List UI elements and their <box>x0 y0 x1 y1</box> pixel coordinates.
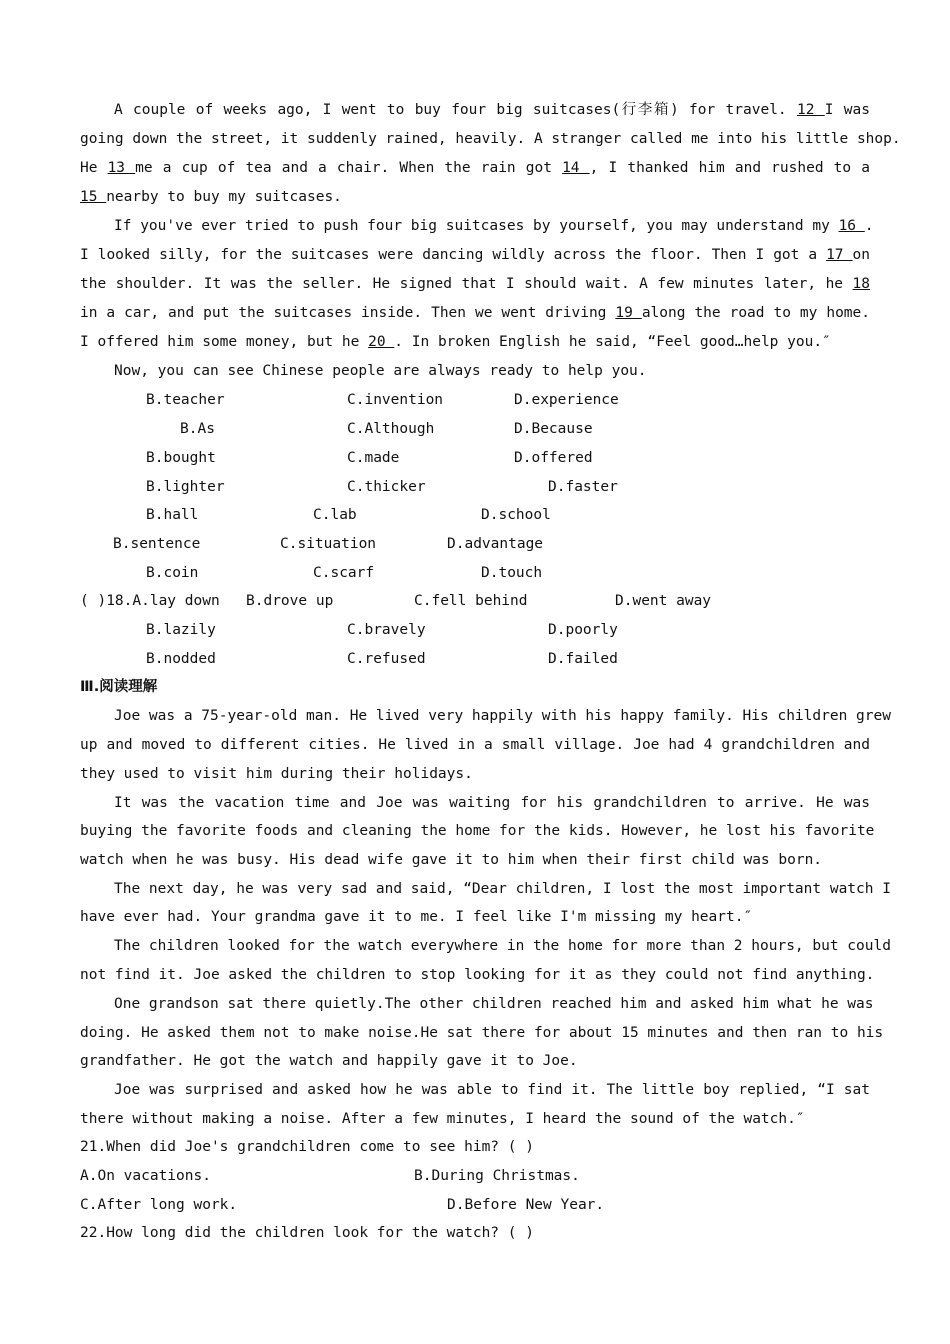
option: C.lab <box>313 507 357 523</box>
passage-line: up and moved to different cities. He lived in a small village. Joe had 4 grandchildren and <box>80 737 870 753</box>
option-21-b: B.During Christmas. <box>414 1168 580 1184</box>
question-22: 22.How long did the children look for the watch? ( ) <box>80 1225 534 1241</box>
option: B.sentence <box>113 536 201 552</box>
option: C.made <box>347 450 400 466</box>
blank-13: 13 <box>107 160 136 176</box>
option: C.thicker <box>347 479 426 495</box>
cloze-line: I looked silly, for the suitcases were dancing wildly across the floor. Then I got a 17 on <box>80 247 870 263</box>
option: C.fell behind <box>414 593 528 609</box>
option: B.bought <box>146 450 216 466</box>
passage-line: there without making a noise. After a few minutes, I heard the sound of the watch.″ <box>80 1111 805 1127</box>
passage-line: buying the favorite foods and cleaning the home for the kids. However, he lost his favorite <box>80 823 875 839</box>
option: B.drove up <box>246 593 334 609</box>
option-21-a: A.On vacations. <box>80 1168 211 1184</box>
option: C.invention <box>347 392 444 408</box>
option: D.offered <box>514 450 593 466</box>
blank-17: 17 <box>826 247 853 263</box>
passage-line: One grandson sat there quietly.The other children reached him and asked him what he was <box>114 996 874 1012</box>
option: B.lazily <box>146 622 216 638</box>
option: D.school <box>481 507 551 523</box>
cloze-line: Now, you can see Chinese people are always ready to help you. <box>114 363 647 379</box>
blank-12: 12 <box>796 102 825 118</box>
option: D.touch <box>481 565 543 581</box>
option: B.As <box>180 421 215 437</box>
blank-19: 19 <box>615 305 642 321</box>
option: D.failed <box>548 651 618 667</box>
option: B.teacher <box>146 392 225 408</box>
option: B.lighter <box>146 479 225 495</box>
question-21: 21.When did Joe's grandchildren come to see him? ( ) <box>80 1139 534 1155</box>
passage-line: The next day, he was very sad and said, “Dear children, I lost the most important watch I <box>114 881 891 897</box>
passage-line: Joe was a 75-year-old man. He lived very happily with his happy family. His children grew <box>114 708 891 724</box>
cloze-line: 15 nearby to buy my suitcases. <box>80 189 342 205</box>
option: C.bravely <box>347 622 426 638</box>
cloze-line: I offered him some money, but he 20 . In broken English he said, “Feel good…help you.″ <box>80 334 831 350</box>
passage-line: they used to visit him during their holidays. <box>80 766 473 782</box>
passage-line: grandfather. He got the watch and happily gave it to Joe. <box>80 1053 578 1069</box>
option: C.situation <box>280 536 377 552</box>
passage-line: have ever had. Your grandma gave it to me. I feel like I'm missing my heart.″ <box>80 909 753 925</box>
option: D.faster <box>548 479 618 495</box>
blank-14: 14 <box>562 160 590 176</box>
passage-line: doing. He asked them not to make noise.He sat there for about 15 minutes and then ran to his <box>80 1025 884 1041</box>
option: B.nodded <box>146 651 216 667</box>
option: D.went away <box>615 593 712 609</box>
cloze-line: going down the street, it suddenly rained, heavily. A stranger called me into his little shop. <box>80 131 901 147</box>
blank-16: 16 <box>838 218 865 234</box>
option: C.Although <box>347 421 435 437</box>
option: D.poorly <box>548 622 618 638</box>
passage-line: It was the vacation time and Joe was waiting for his grandchildren to arrive. He was <box>114 795 870 811</box>
passage-line: The children looked for the watch everywhere in the home for more than 2 hours, but could <box>114 938 891 954</box>
option: B.coin <box>146 565 199 581</box>
cloze-line: A couple of weeks ago, I went to buy four big suitcases(行李箱) for travel. 12 I was <box>114 102 870 118</box>
option: C.refused <box>347 651 426 667</box>
cloze-line: in a car, and put the suitcases inside. Then we went driving 19 along the road to my home. <box>80 305 870 321</box>
passage-line: not find it. Joe asked the children to stop looking for it as they could not find anything. <box>80 967 875 983</box>
option: D.Because <box>514 421 593 437</box>
option-21-c: C.After long work. <box>80 1197 238 1213</box>
option: B.hall <box>146 507 199 523</box>
cloze-line: He 13 me a cup of tea and a chair. When the rain got 14 , I thanked him and rushed to a <box>80 160 870 176</box>
passage-line: watch when he was busy. His dead wife gave it to him when their first child was born. <box>80 852 823 868</box>
option: ( )18.A.lay down <box>80 593 220 609</box>
option: D.experience <box>514 392 619 408</box>
option-21-d: D.Before New Year. <box>447 1197 605 1213</box>
blank-15: 15 <box>80 189 107 205</box>
option: D.advantage <box>447 536 544 552</box>
passage-line: Joe was surprised and asked how he was able to find it. The little boy replied, “I sat <box>114 1082 870 1098</box>
blank-20: 20 <box>368 334 395 350</box>
option: C.scarf <box>313 565 375 581</box>
cloze-line: If you've ever tried to push four big suitcases by yourself, you may understand my 16 . <box>114 218 874 234</box>
section-heading: Ⅲ.阅读理解 <box>80 679 158 695</box>
blank-18: 18 <box>852 276 870 292</box>
cloze-line: the shoulder. It was the seller. He signed that I should wait. A few minutes later, he 18 <box>80 276 870 292</box>
